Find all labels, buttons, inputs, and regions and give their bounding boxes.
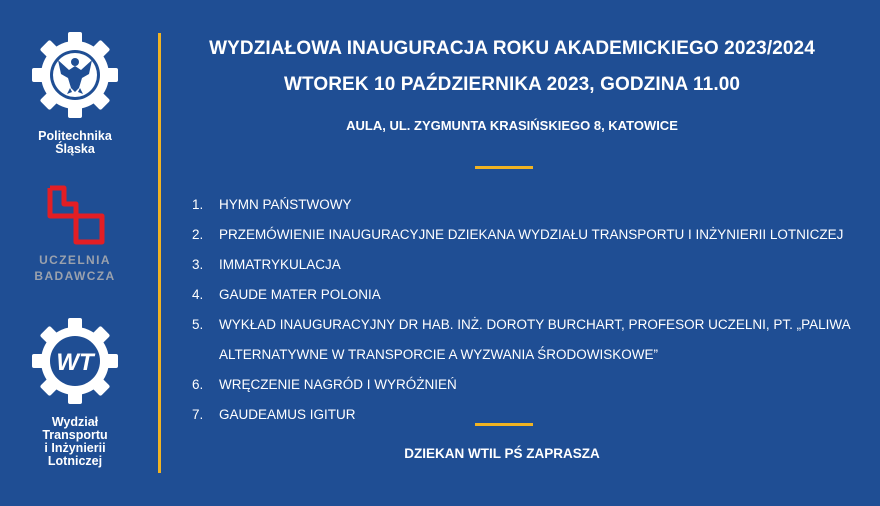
gear-wt-icon bbox=[32, 318, 118, 404]
wtil-caption-line: Wydział bbox=[51, 415, 99, 429]
vertical-divider bbox=[158, 33, 161, 473]
program-item: 4. GAUDE MATER POLONIA bbox=[192, 287, 381, 302]
program-item: 5. WYKŁAD INAUGURACYJNY DR HAB. INŻ. DOROTY BURCHART, PROFESOR UCZELNI, PT. „PALIWA ALTERNATYWNE W TRANSPORCIE A WYZWANIA ŚRODOWISKOWE” bbox=[192, 317, 851, 362]
accent-rule-top bbox=[475, 166, 533, 169]
ps-caption-line: Śląska bbox=[55, 142, 95, 156]
wtil-caption-line: Transportu bbox=[42, 428, 108, 442]
wtil-caption-line: i Inżynierii bbox=[44, 441, 106, 455]
uczelnia-badawcza-logo bbox=[0, 184, 150, 284]
invitation-content bbox=[162, 0, 862, 506]
wtil-logo bbox=[0, 318, 150, 468]
accent-rule-bottom bbox=[475, 423, 533, 426]
event-date-time: WTOREK 10 PAŹDZIERNIKA 2023, GODZINA 11.00 bbox=[283, 74, 741, 95]
event-venue: AULA, UL. ZYGMUNTA KRASIŃSKIEGO 8, KATOWICE bbox=[346, 118, 678, 133]
gear-eagle-icon bbox=[32, 32, 118, 118]
program-list bbox=[192, 190, 851, 430]
logo-column bbox=[0, 0, 160, 506]
program-item: 6. WRĘCZENIE NAGRÓD I WYRÓŻNIEŃ bbox=[192, 377, 457, 392]
ps-caption-line: Politechnika bbox=[38, 129, 112, 143]
program-item: 3. IMMATRYKULACJA bbox=[192, 257, 341, 272]
ub-caption-line: UCZELNIA bbox=[39, 253, 111, 267]
closing-invitation: DZIEKAN WTIL PŚ ZAPRASZA bbox=[404, 446, 600, 461]
politechnika-slaska-logo bbox=[0, 32, 150, 156]
event-title: WYDZIAŁOWA INAUGURACJA ROKU AKADEMICKIEGO 2023/2024 bbox=[209, 38, 815, 59]
wtil-mark-text: WT bbox=[56, 349, 94, 376]
program-item: 1. HYMN PAŃSTWOWY bbox=[192, 197, 352, 212]
program-item: 7. GAUDEAMUS IGITUR bbox=[192, 407, 356, 422]
wtil-caption-line: Lotniczej bbox=[47, 454, 103, 468]
ub-caption-line: BADAWCZA bbox=[34, 269, 116, 283]
program-item: 2. PRZEMÓWIENIE INAUGURACYJNE DZIEKANA WYDZIAŁU TRANSPORTU I INŻYNIERII LOTNICZEJ bbox=[192, 227, 844, 242]
ub-symbol-icon bbox=[40, 184, 110, 248]
